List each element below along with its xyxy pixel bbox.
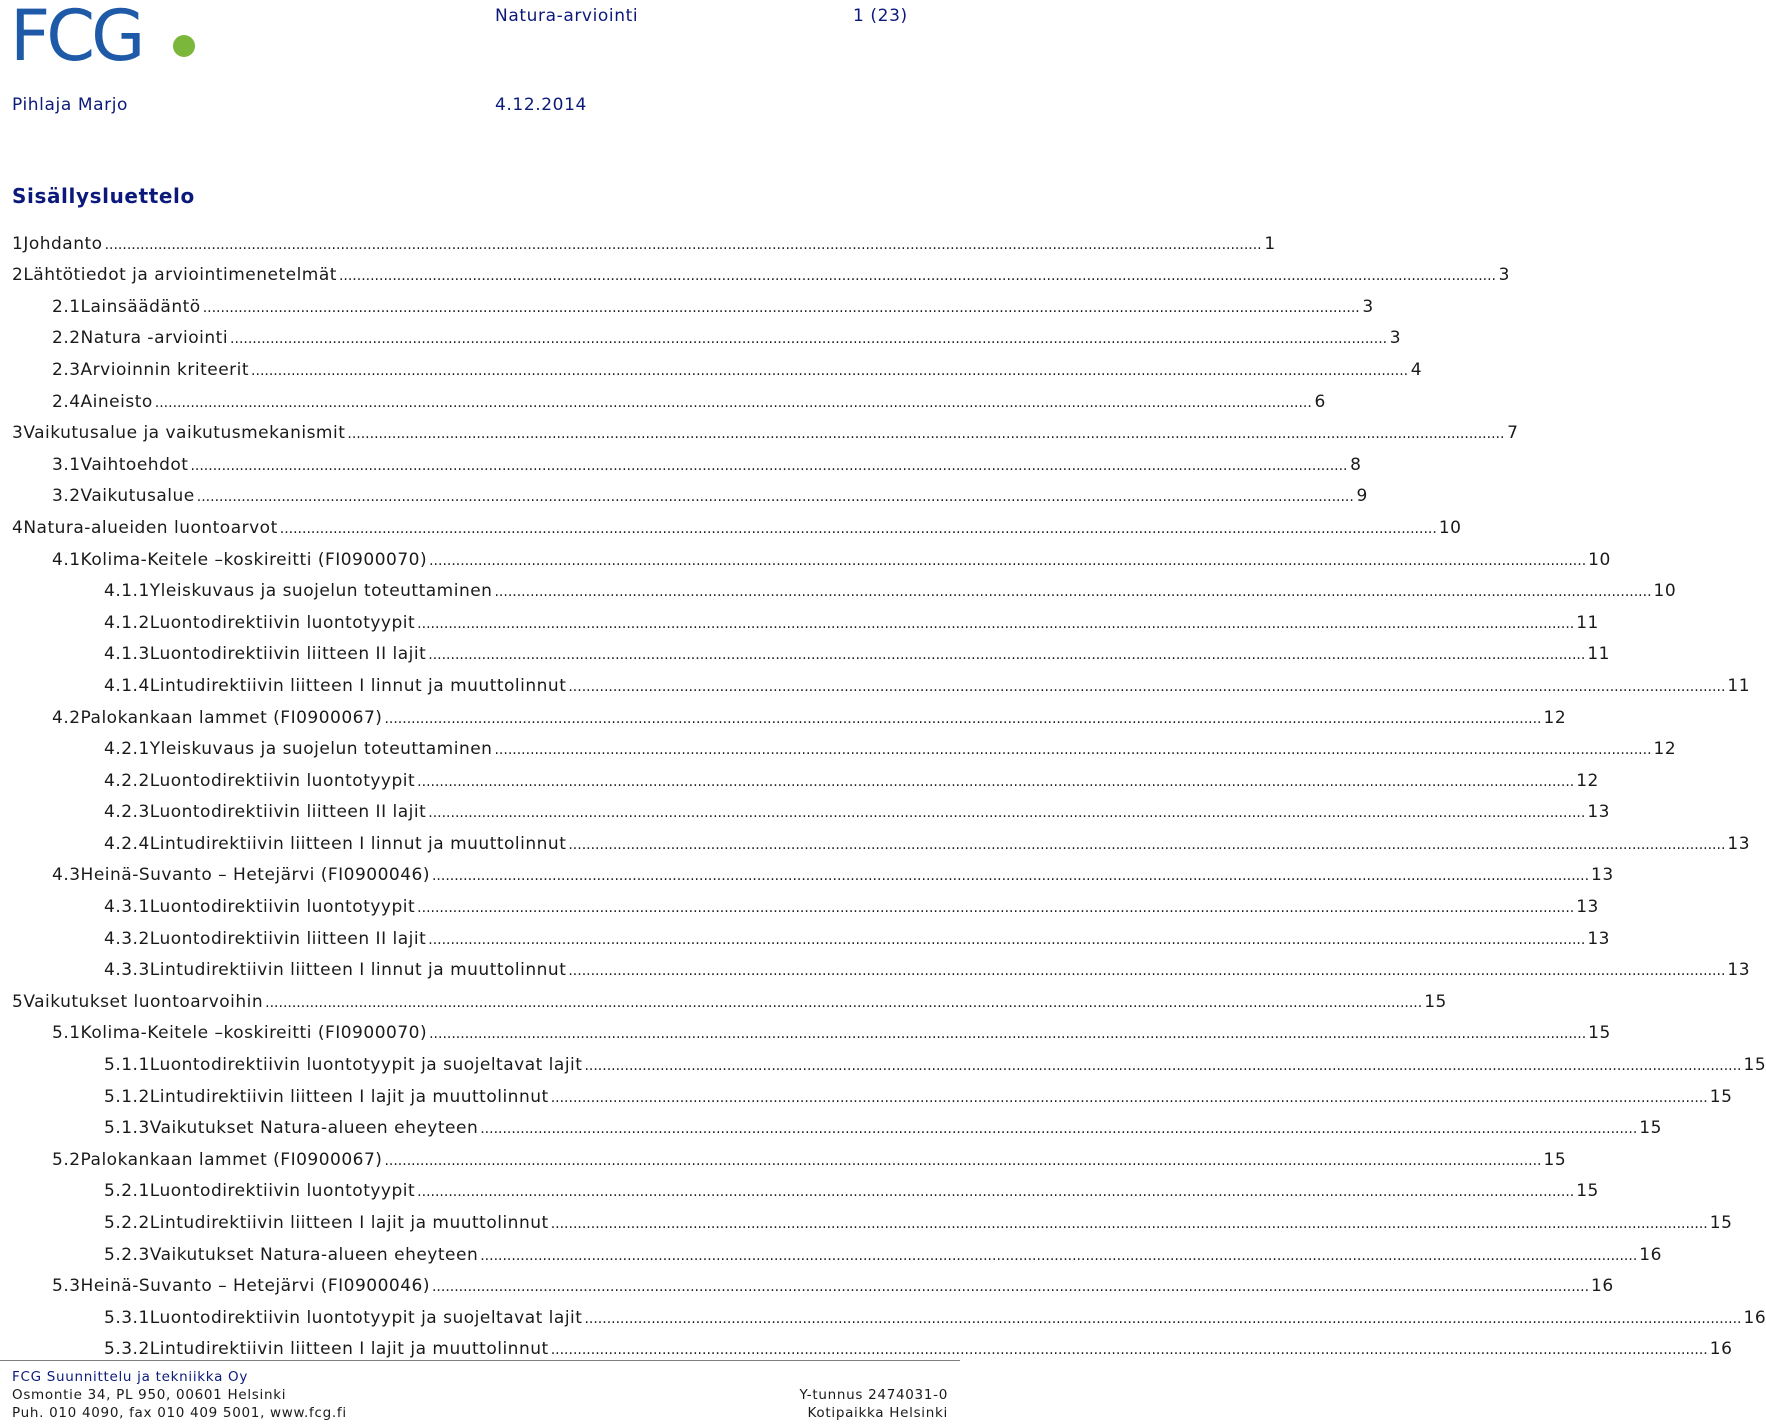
toc-entry-number: 4.2.1 xyxy=(104,739,150,760)
toc-entry[interactable] xyxy=(12,791,1610,823)
toc-entry[interactable] xyxy=(12,570,1677,602)
toc-entry-page: 15 xyxy=(1588,1023,1611,1044)
toc-dot-leader: .................................................................................................................................................................................................................................................................... xyxy=(584,1058,1742,1075)
toc-entry-page: 1 xyxy=(1264,233,1276,254)
toc-entry-title: Luontodirektiivin luontotyypit xyxy=(149,612,416,633)
table-of-contents xyxy=(12,222,1766,1360)
toc-dot-leader: .................................................................................................................................................................................................................................................................... xyxy=(384,710,1542,727)
toc-entry[interactable] xyxy=(12,348,1423,380)
toc-entry-number: 3 xyxy=(12,423,24,444)
toc-dot-leader: .................................................................................................................................................................................................................................................................... xyxy=(428,931,1586,948)
toc-entry-title: Luontodirektiivin liitteen II lajit xyxy=(149,802,427,823)
toc-entry-number: 4.1.3 xyxy=(104,644,150,665)
author: Pihlaja Marjo xyxy=(12,95,129,115)
toc-entry[interactable] xyxy=(12,664,1751,696)
toc-entry-number: 4.1.1 xyxy=(104,581,150,602)
toc-dot-leader: .................................................................................................................................................................................................................................................................... xyxy=(230,331,1388,348)
toc-dot-leader: .................................................................................................................................................................................................................................................................... xyxy=(550,1216,1708,1232)
toc-entry-page: 13 xyxy=(1587,802,1610,823)
footer-domicile: Kotipaikka Helsinki xyxy=(807,1405,948,1421)
toc-entry-title: Lintudirektiivin liitteen I lajit ja muuttolinnut xyxy=(149,1086,549,1107)
toc-entry-number: 2.1 xyxy=(52,296,81,317)
toc-entry-title: Palokankaan lammet (FI0900067) xyxy=(80,707,383,728)
toc-entry-number: 5.3.2 xyxy=(104,1339,150,1360)
toc-dot-leader: .................................................................................................................................................................................................................................................................... xyxy=(104,236,1262,253)
document-title: Natura-arviointi xyxy=(495,6,639,26)
toc-dot-leader: .................................................................................................................................................................................................................................................................... xyxy=(480,1121,1638,1138)
toc-entry[interactable] xyxy=(12,1296,1766,1328)
toc-entry[interactable] xyxy=(12,917,1610,949)
toc-entry-title: Vaikutukset Natura-alueen eheyteen xyxy=(149,1244,479,1265)
toc-entry-page: 15 xyxy=(1639,1118,1662,1139)
toc-entry[interactable] xyxy=(12,1012,1611,1044)
toc-dot-leader: .................................................................................................................................................................................................................................................................... xyxy=(154,394,1312,411)
toc-entry-title: Lintudirektiivin liitteen I linnut ja muuttolinnut xyxy=(149,833,567,854)
toc-entry-title: Vaikutusalue ja vaikutusmekanismit xyxy=(23,423,346,444)
page-number: 1 (23) xyxy=(853,6,908,26)
toc-entry-number: 4.3.3 xyxy=(104,960,150,981)
toc-entry-number: 4 xyxy=(12,517,24,538)
toc-entry[interactable] xyxy=(12,1138,1567,1170)
footer-company: FCG Suunnittelu ja tekniikka Oy xyxy=(12,1369,249,1385)
toc-dot-leader: .................................................................................................................................................................................................................................................................... xyxy=(417,773,1575,790)
toc-entry-page: 10 xyxy=(1653,581,1677,602)
toc-entry-title: Yleiskuvaus ja suojelun toteuttaminen xyxy=(149,581,493,602)
fcg-logo-dot xyxy=(173,35,195,57)
toc-entry[interactable] xyxy=(12,1075,1733,1107)
toc-entry-number: 5.3 xyxy=(52,1276,81,1297)
toc-dot-leader: .................................................................................................................................................................................................................................................................... xyxy=(384,1152,1542,1169)
toc-dot-leader: .................................................................................................................................................................................................................................................................... xyxy=(494,742,1652,759)
toc-entry[interactable] xyxy=(12,475,1368,507)
toc-entry[interactable] xyxy=(12,696,1567,728)
toc-entry[interactable] xyxy=(12,885,1599,918)
toc-entry-title: Vaikutusalue xyxy=(80,486,195,507)
toc-dot-leader: .................................................................................................................................................................................................................................................................... xyxy=(494,584,1652,601)
footer-address: Osmontie 34, PL 950, 00601 Helsinki xyxy=(12,1387,287,1403)
toc-entry[interactable] xyxy=(12,1107,1662,1139)
toc-entry-page: 13 xyxy=(1727,833,1751,854)
toc-entry[interactable] xyxy=(12,1328,1733,1360)
toc-entry-title: Natura -arviointi xyxy=(80,328,229,349)
toc-entry-number: 4.3.2 xyxy=(104,928,150,949)
toc-dot-leader: .................................................................................................................................................................................................................................................................... xyxy=(202,299,1360,316)
toc-entry[interactable] xyxy=(12,285,1374,317)
toc-entry-title: Natura-alueiden luontoarvot xyxy=(23,517,278,538)
toc-entry-page: 10 xyxy=(1588,549,1611,570)
toc-entry-page: 4 xyxy=(1410,359,1423,380)
toc-entry-page: 10 xyxy=(1438,517,1462,538)
toc-dot-leader: .................................................................................................................................................................................................................................................................... xyxy=(417,1184,1575,1201)
toc-entry-title: Kolima-Keitele –koskireitti (FI0900070) xyxy=(80,549,428,570)
toc-entry[interactable] xyxy=(12,1170,1599,1202)
toc-entry-page: 15 xyxy=(1709,1086,1733,1107)
toc-entry-number: 4.2 xyxy=(52,707,81,728)
toc-entry[interactable] xyxy=(12,412,1519,444)
toc-entry[interactable] xyxy=(12,980,1447,1012)
toc-entry-number: 4.1 xyxy=(52,549,81,570)
toc-entry-number: 3.1 xyxy=(52,454,81,475)
toc-entry[interactable] xyxy=(12,443,1362,475)
toc-entry[interactable] xyxy=(12,728,1677,760)
toc-dot-leader: .................................................................................................................................................................................................................................................................... xyxy=(347,426,1505,443)
toc-entry-title: Vaihtoehdot xyxy=(80,454,189,475)
toc-entry-number: 5.1.3 xyxy=(104,1118,150,1139)
toc-dot-leader: .................................................................................................................................................................................................................................................................... xyxy=(417,615,1575,632)
document-date: 4.12.2014 xyxy=(495,95,587,115)
toc-entry[interactable] xyxy=(12,1265,1614,1297)
toc-entry-number: 2.3 xyxy=(52,359,81,380)
toc-entry[interactable] xyxy=(12,1201,1733,1233)
toc-entry[interactable] xyxy=(12,759,1599,791)
toc-entry-page: 11 xyxy=(1587,644,1610,665)
toc-entry-title: Luontodirektiivin luontotyypit ja suojeltavat lajit xyxy=(149,1307,583,1328)
footer-business-id: Y-tunnus 2474031-0 xyxy=(799,1387,948,1403)
toc-dot-leader: .................................................................................................................................................................................................................................................................... xyxy=(429,1026,1587,1043)
toc-entry-number: 5 xyxy=(12,991,24,1012)
toc-entry-page: 11 xyxy=(1576,612,1599,633)
toc-entry-title: Heinä-Suvanto – Hetejärvi (FI0900046) xyxy=(80,1276,430,1297)
toc-dot-leader: .................................................................................................................................................................................................................................................................... xyxy=(550,1342,1708,1359)
toc-entry-page: 12 xyxy=(1576,770,1599,791)
toc-entry-number: 4.3 xyxy=(52,865,81,886)
toc-dot-leader: .................................................................................................................................................................................................................................................................... xyxy=(568,963,1726,980)
toc-entry[interactable] xyxy=(12,854,1614,886)
toc-entry-page: 6 xyxy=(1314,391,1326,412)
toc-entry-title: Lintudirektiivin liitteen I lajit ja muuttolinnut xyxy=(149,1339,549,1360)
toc-entry-number: 5.1 xyxy=(52,1023,81,1044)
toc-entry-number: 4.2.3 xyxy=(104,802,150,823)
toc-entry-page: 8 xyxy=(1350,454,1362,475)
toc-dot-leader: .................................................................................................................................................................................................................................................................... xyxy=(429,552,1587,569)
toc-entry-title: Lintudirektiivin liitteen I lajit ja muuttolinnut xyxy=(149,1213,549,1233)
toc-entry-number: 4.1.4 xyxy=(104,675,150,696)
toc-entry-title: Luontodirektiivin luontotyypit ja suojeltavat lajit xyxy=(149,1055,583,1076)
toc-entry-number: 4.2.4 xyxy=(104,833,150,854)
toc-entry-number: 2.2 xyxy=(52,328,81,349)
toc-entry-page: 12 xyxy=(1543,707,1567,728)
toc-entry[interactable] xyxy=(12,1233,1662,1265)
toc-entry-title: Luontodirektiivin liitteen II lajit xyxy=(149,928,427,949)
toc-dot-leader: .................................................................................................................................................................................................................................................................... xyxy=(431,1279,1590,1296)
toc-dot-leader: .................................................................................................................................................................................................................................................................... xyxy=(251,362,1409,379)
toc-entry[interactable] xyxy=(12,822,1751,854)
toc-heading: Sisällysluettelo xyxy=(12,184,195,208)
toc-entry-number: 5.1.2 xyxy=(104,1086,150,1107)
toc-entry-number: 5.3.1 xyxy=(104,1307,150,1328)
toc-entry-number: 5.2.2 xyxy=(104,1213,150,1233)
toc-dot-leader: .................................................................................................................................................................................................................................................................... xyxy=(428,805,1586,822)
toc-entry-number: 1 xyxy=(12,233,24,254)
toc-dot-leader: .................................................................................................................................................................................................................................................................... xyxy=(279,520,1437,537)
toc-dot-leader: .................................................................................................................................................................................................................................................................... xyxy=(431,868,1590,885)
toc-entry[interactable] xyxy=(12,949,1751,981)
toc-entry-number: 4.2.2 xyxy=(104,770,150,791)
toc-entry-page: 15 xyxy=(1543,1149,1567,1170)
toc-dot-leader: .................................................................................................................................................................................................................................................................... xyxy=(480,1247,1638,1264)
toc-entry-page: 15 xyxy=(1576,1181,1599,1202)
toc-entry-number: 4.1.2 xyxy=(104,612,150,633)
toc-entry-page: 3 xyxy=(1498,265,1510,286)
toc-entry[interactable] xyxy=(12,506,1462,538)
toc-dot-leader: .................................................................................................................................................................................................................................................................... xyxy=(190,457,1348,474)
toc-dot-leader: .................................................................................................................................................................................................................................................................... xyxy=(417,900,1575,917)
toc-entry-page: 13 xyxy=(1587,928,1610,949)
toc-entry-page: 11 xyxy=(1727,675,1751,696)
toc-entry-title: Kolima-Keitele –koskireitti (FI0900070) xyxy=(80,1023,428,1044)
toc-entry-title: Vaikutukset luontoarvoihin xyxy=(23,991,264,1012)
toc-entry-number: 5.2 xyxy=(52,1149,81,1170)
toc-entry-title: Lintudirektiivin liitteen I linnut ja muuttolinnut xyxy=(149,960,567,981)
toc-entry-page: 3 xyxy=(1362,296,1374,317)
toc-entry[interactable] xyxy=(12,317,1402,349)
toc-entry-page: 9 xyxy=(1356,486,1368,507)
footer-divider xyxy=(0,1360,960,1361)
toc-entry-title: Luontodirektiivin luontotyypit xyxy=(149,897,416,918)
toc-entry-page: 15 xyxy=(1424,991,1447,1012)
toc-entry-number: 3.2 xyxy=(52,486,81,507)
toc-entry[interactable] xyxy=(12,222,1276,254)
toc-entry-title: Arvioinnin kriteerit xyxy=(80,359,250,380)
toc-entry-page: 7 xyxy=(1507,423,1519,444)
toc-entry-title: Luontodirektiivin liitteen II lajit xyxy=(149,644,427,665)
toc-entry-title: Aineisto xyxy=(80,391,153,412)
toc-dot-leader: .................................................................................................................................................................................................................................................................... xyxy=(550,1089,1708,1106)
toc-dot-leader: .................................................................................................................................................................................................................................................................... xyxy=(338,268,1496,285)
toc-entry-number: 5.2.3 xyxy=(104,1244,150,1265)
toc-entry-page: 16 xyxy=(1743,1307,1766,1328)
toc-dot-leader: .................................................................................................................................................................................................................................................................... xyxy=(568,836,1726,853)
toc-entry-page: 15 xyxy=(1709,1213,1733,1233)
toc-entry-number: 5.2.1 xyxy=(104,1181,150,1202)
toc-entry[interactable] xyxy=(12,538,1611,570)
toc-dot-leader: .................................................................................................................................................................................................................................................................... xyxy=(428,647,1586,664)
toc-dot-leader: .................................................................................................................................................................................................................................................................... xyxy=(265,994,1423,1011)
toc-entry[interactable] xyxy=(12,254,1510,286)
toc-entry-title: Palokankaan lammet (FI0900067) xyxy=(80,1149,383,1170)
toc-entry[interactable] xyxy=(12,380,1326,412)
toc-entry-number: 4.3.1 xyxy=(104,897,150,918)
toc-entry-title: Lintudirektiivin liitteen I linnut ja muuttolinnut xyxy=(149,675,567,696)
footer-contact: Puh. 010 4090, fax 010 409 5001, www.fcg.fi xyxy=(12,1405,347,1421)
fcg-logo-letters: FCG xyxy=(10,0,142,77)
toc-entry-title: Johdanto xyxy=(23,233,103,254)
toc-entry-number: 2.4 xyxy=(52,391,81,412)
fcg-logo xyxy=(10,0,202,77)
toc-entry-title: Lainsäädäntö xyxy=(80,296,201,317)
toc-entry-title: Yleiskuvaus ja suojelun toteuttaminen xyxy=(149,739,493,760)
toc-entry[interactable] xyxy=(12,633,1610,665)
toc-entry[interactable] xyxy=(12,601,1599,633)
toc-entry-page: 3 xyxy=(1389,328,1402,349)
toc-entry-title: Lähtötiedot ja arviointimenetelmät xyxy=(23,265,337,286)
toc-entry-title: Luontodirektiivin luontotyypit xyxy=(149,1181,416,1202)
toc-dot-leader: .................................................................................................................................................................................................................................................................... xyxy=(196,489,1354,506)
toc-entry-title: Luontodirektiivin luontotyypit xyxy=(149,770,416,791)
toc-dot-leader: .................................................................................................................................................................................................................................................................... xyxy=(568,678,1726,695)
toc-entry-title: Vaikutukset Natura-alueen eheyteen xyxy=(149,1118,479,1139)
toc-entry-number: 2 xyxy=(12,265,24,286)
toc-entry-number: 5.1.1 xyxy=(104,1055,150,1076)
toc-entry-page: 16 xyxy=(1591,1276,1614,1297)
toc-entry-page: 16 xyxy=(1709,1339,1733,1360)
toc-entry-page: 12 xyxy=(1653,739,1677,760)
fcg-logo-mark xyxy=(10,0,202,77)
toc-entry-page: 15 xyxy=(1743,1055,1766,1076)
toc-entry-title: Heinä-Suvanto – Hetejärvi (FI0900046) xyxy=(80,865,430,886)
toc-entry-page: 13 xyxy=(1727,960,1751,981)
toc-entry-page: 13 xyxy=(1591,865,1614,886)
toc-entry-page: 16 xyxy=(1639,1244,1662,1265)
toc-entry-page: 13 xyxy=(1576,897,1599,918)
toc-dot-leader: .................................................................................................................................................................................................................................................................... xyxy=(584,1310,1742,1327)
toc-entry[interactable] xyxy=(12,1043,1766,1076)
